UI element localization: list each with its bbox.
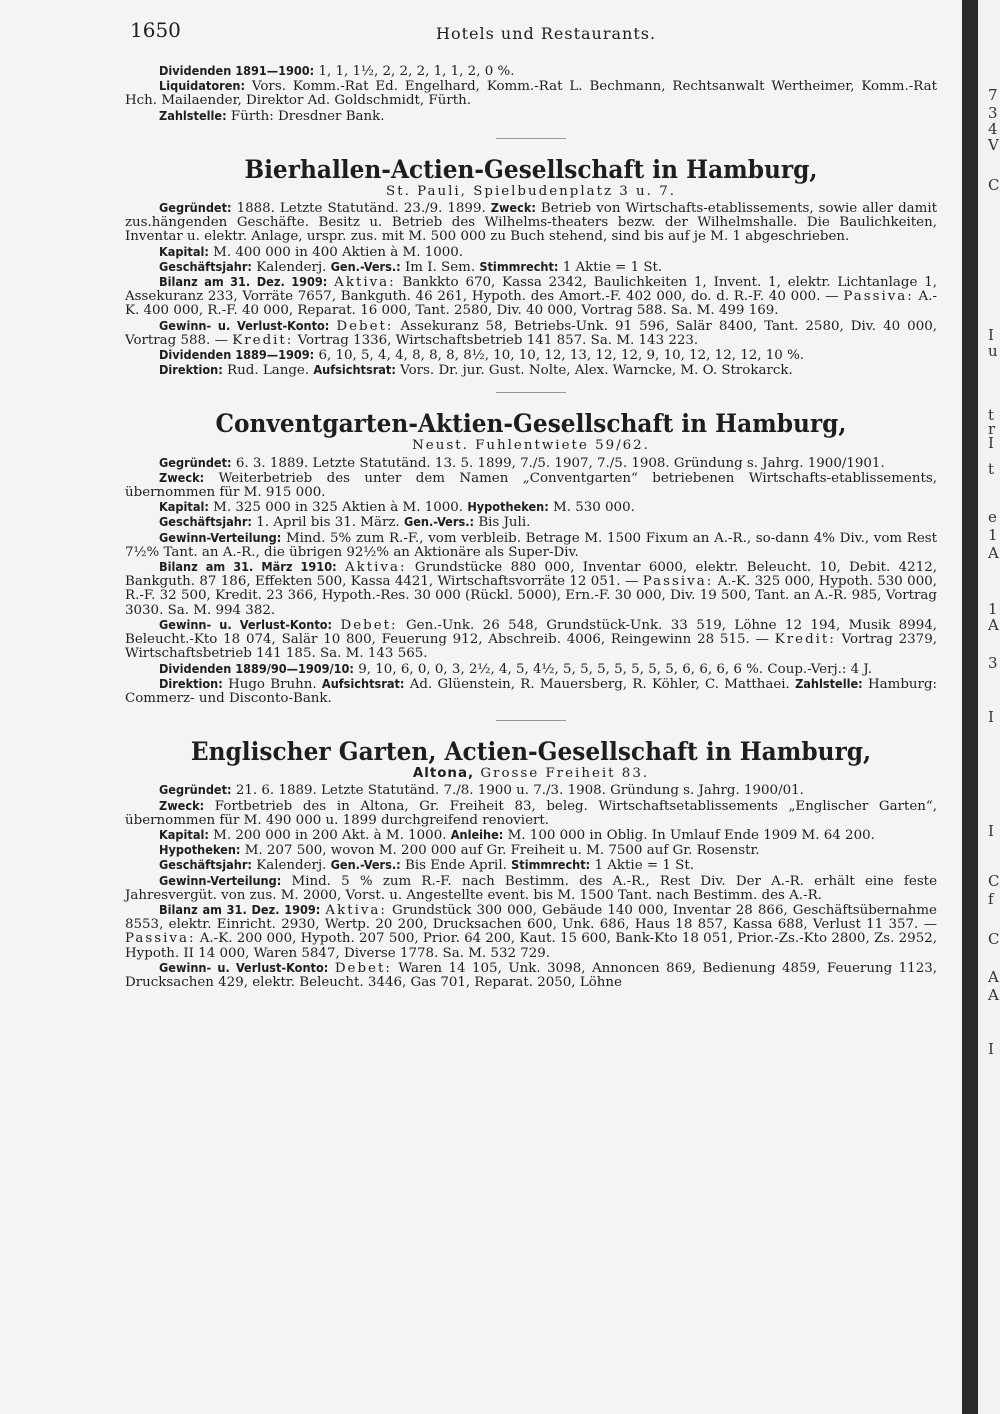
fiscal-year: Geschäftsjahr: Kalenderj. Gen.-Vers.: Im I. Sem. Stimmrecht: 1 Aktie = 1 St. [159,258,663,275]
management: Direktion: Hugo Bruhn. Aufsichtsrat: Ad. Glüenstein, R. Mauersberg, R. Köhler, C. Matthaei. Zahlstelle: Hamburg: Commerz- und Disconto-Bank. [125,675,938,706]
management: Direktion: Rud. Lange. Aufsichtsrat: Vors. Dr. jur. Gust. Nolte, Alex. Warncke, M. O. Strokarck. [159,362,793,379]
margin-fragment: A [988,968,999,986]
margin-fragment: A [988,616,999,634]
page-content [125,64,937,990]
margin-fragment: r [988,420,996,438]
founded: Gegründet: 21. 6. 1889. Letzte Statutänd. 7./8. 1900 u. 7./3. 1908. Gründung s. Jahrg. 1900/01. [159,782,804,799]
prev-dividends: Dividenden 1891—1900: 1, 1, 1½, 2, 2, 2, 1, 1, 2, 0 %. [159,63,515,79]
previous-entry-tail [125,64,937,124]
running-head: Hotels und Restaurants. [436,24,657,43]
book-gutter [962,0,978,1414]
margin-fragment: V [988,136,999,154]
founded: Gegründet: 6. 3. 1889. Letzte Statutänd. 13. 5. 1899, 7./5. 1907, 7./5. 1908. Gründung s. Jahrg. 1900/1901. [159,454,885,471]
prev-liquidators: Liquidatoren: Vors. Komm.-Rat Ed. Engelhard, Komm.-Rat L. Bechmann, Rechtsanwalt Wertheimer, Komm.-Rat Hch. Mailaender, Direktor Ad. Goldschmidt, Fürth. [125,78,937,109]
fiscal-year: Geschäftsjahr: Kalenderj. Gen.-Vers.: Bis Ende April. Stimmrecht: 1 Aktie = 1 St. [159,857,694,874]
capital: Kapital: M. 400 000 in 400 Aktien à M. 1000. [159,243,464,260]
balance-sheet: Bilanz am 31. März 1910: Aktiva: Grundstücke 880 000, Inventar 6000, elektr. Beleucht. 10, Debit. 4212, Bankguth. 87 186, Effekten 500, Kassa 4421, Wirtschaftsvorräte 12 051. — Passiva: A.-K. 325 000, Hypoth. 530 000, R.-F. 32 500, Kredit. 23 366, Hypoth.-Res. 30 000 (Rückl. 5000), Ern.-F. 30 000, Div. 19 500, Tant. an A.-R. 985, Vortrag 3030. Sa. M. 994 382. [125,559,937,618]
purpose: Zweck: Fortbetrieb des in Altona, Gr. Freiheit 83, beleg. Wirtschaftsetablissements „Englischer Garten“, übernommen für M. 490 000 u. 1899 durchgreifend renoviert. [125,797,937,828]
margin-fragment: 7 [988,86,998,104]
profit-loss: Gewinn- u. Verlust-Konto: Debet: Waren 14 105, Unk. 3098, Annoncen 869, Bedienung 4859, Feuerung 1123, Drucksachen 429, elektr. Beleucht. 3446, Gas 701, Reparat. 2050, Löhne [125,959,937,990]
dividends: Dividenden 1889/90—1909/10: 9, 10, 6, 0, 0, 3, 2½, 4, 5, 4½, 5, 5, 5, 5, 5, 5, 5, 6, 6, 6, 6 %. Coup.-Verj.: 4 J. [159,660,873,677]
profit-loss: Gewinn- u. Verlust-Konto: Debet: Gen.-Unk. 26 548, Grundstück-Unk. 33 519, Löhne 12 194, Musik 8994, Beleucht.-Kto 18 074, Salär 10 800, Feuerung 912, Abschreib. 4006, Reingewinn 28 515. — Kredit: Vortrag 2379, Wirtschaftsbetrieb 141 185. Sa. M. 143 565. [125,616,937,662]
margin-fragment: C [988,930,1000,948]
profit-distribution: Gewinn-Verteilung: Mind. 5% zum R.-F., vom verbleib. Betrage M. 1500 Fixum an A.-R., so-dann 4% Div., vom Rest 7½% Tant. an A.-R., die übrigen 92½% an Aktionäre als Super-Div. [125,529,938,560]
section-divider [496,720,566,721]
fiscal-year: Geschäftsjahr: 1. April bis 31. März. Gen.-Vers.: Bis Juli. [159,514,531,531]
margin-fragment: A [988,544,999,562]
purpose: Zweck: Weiterbetrieb des unter dem Namen „Conventgarten“ betriebenen Wirtschafts-etablissements, übernommen für M. 915 000. [125,469,937,501]
dividends: Dividenden 1889—1909: 6, 10, 5, 4, 4, 8, 8, 8, 8½, 10, 10, 12, 13, 12, 12, 9, 10, 12, 12, 12, 10 %. [159,347,805,364]
margin-fragment: I [988,708,994,726]
margin-fragment: I [988,434,994,452]
prev-paying-agent: Zahlstelle: Fürth: Dresdner Bank. [159,107,385,124]
company-title: Bierhallen-Actien-Gesellschaft in Hamburg, [244,154,818,184]
profit-loss: Gewinn- u. Verlust-Konto: Debet: Assekuranz 58, Betriebs-Unk. 91 596, Salär 8400, Tant. 2580, Div. 40 000, Vortrag 588. — Kredit: Vortrag 1336, Wirtschaftsbetrieb 141 857. Sa. M. 143 223. [125,317,937,348]
margin-fragment: f [988,890,994,908]
margin-fragment: A [988,986,999,1004]
margin-fragment: 3 [988,104,998,122]
margin-fragment: e [988,508,997,526]
margin-fragment: I [988,822,994,840]
margin-fragment: u [988,342,998,360]
margin-fragment: t [988,460,995,478]
section-divider [496,392,566,393]
company-address: St. Pauli, Spielbudenplatz 3 u. 7. [386,183,676,199]
margin-fragment: t [988,406,995,424]
company-entry-englischer-garten [125,737,937,990]
margin-fragment: C [988,872,1000,890]
capital: Kapital: M. 200 000 in 200 Akt. à M. 1000. Anleihe: M. 100 000 in Oblig. In Umlauf Ende 1909 M. 64 200. [159,826,875,843]
company-address: Altona, Grosse Freiheit 83. [412,766,650,782]
margin-fragment: C [988,176,1000,194]
page-header [130,18,932,44]
profit-distribution: Gewinn-Verteilung: Mind. 5 % zum R.-F. nach Bestimm. des A.-R., Rest Div. Der A.-R. erhält eine feste Jahresvergüt. von zus. M. 2000, Vorst. u. Angestellte event. bis M. 1500 Tant. nach Bestimm. des A.-R. [125,872,937,903]
facing-page-edge [978,0,1000,1414]
balance-sheet: Bilanz am 31. Dez. 1909: Aktiva: Grundstück 300 000, Gebäude 140 000, Inventar 28 866, Geschäftsübernahme 8553, elektr. Einricht. 2930, Wertp. 20 200, Drucksachen 600, Unk. 686, Haus 18 857, Kassa 688, Verlust 11 357. — Passiva: A.-K. 200 000, Hypoth. 207 500, Prior. 64 200, Kaut. 15 600, Bank-Kto 18 051, Prior.-Zs.-Kto 2800, Zs. 2952, Hypoth. II 14 000, Waren 5847, Diverse 1778. Sa. M. 532 729. [125,901,937,961]
capital: Kapital: M. 325 000 in 325 Aktien à M. 1000. Hypotheken: M. 530 000. [159,499,635,516]
margin-fragment: 4 [988,120,998,138]
margin-fragment: I [988,1040,994,1058]
margin-fragment: 3 [988,654,998,672]
company-title: Conventgarten-Aktien-Gesellschaft in Hamburg, [215,409,847,439]
margin-fragment: 1 [988,526,998,544]
company-entry-conventgarten [125,409,937,706]
founded-purpose: Gegründet: 1888. Letzte Statutänd. 23./9. 1899. Zweck: Betrieb von Wirtschafts-etablissements, sowie aller damit zus.hängenden Geschäfte. Besitz u. Betrieb des Wilhelms-theaters bezw. der Wilhelmshalle. Die Baulichkeiten, Inventar u. elektr. Anlage, urspr. zus. mit M. 500 000 zu Buch stehend, sind bis auf je M. 1 abgeschrieben. [125,200,937,245]
margin-fragment: 1 [988,600,998,618]
company-title: Englischer Garten, Actien-Gesellschaft in Hamburg, [190,737,872,767]
page-number: 1650 [130,18,181,42]
company-address: Neust. Fuhlentwiete 59/62. [412,438,650,454]
mortgages: Hypotheken: M. 207 500, wovon M. 200 000 auf Gr. Freiheit u. M. 7500 auf Gr. Rosenstr. [159,842,760,859]
section-divider [496,138,566,139]
balance-sheet: Bilanz am 31. Dez. 1909: Aktiva: Bankkto 670, Kassa 2342, Baulichkeiten 1, Invent. 1, elektr. Lichtanlage 1, Assekuranz 233, Vorräte 7657, Bankguth. 46 261, Hypoth. des Amort.-F. 402 000, do. d. R.-F. 40 000. — Passiva: A.-K. 400 000, R.-F. 40 000, Reparat. 16 000, Tant. 2580, Div. 40 000, Vortrag 588. Sa. M. 499 169. [125,274,937,319]
company-entry-bierhallen [125,155,937,379]
margin-fragment: I [988,326,994,344]
